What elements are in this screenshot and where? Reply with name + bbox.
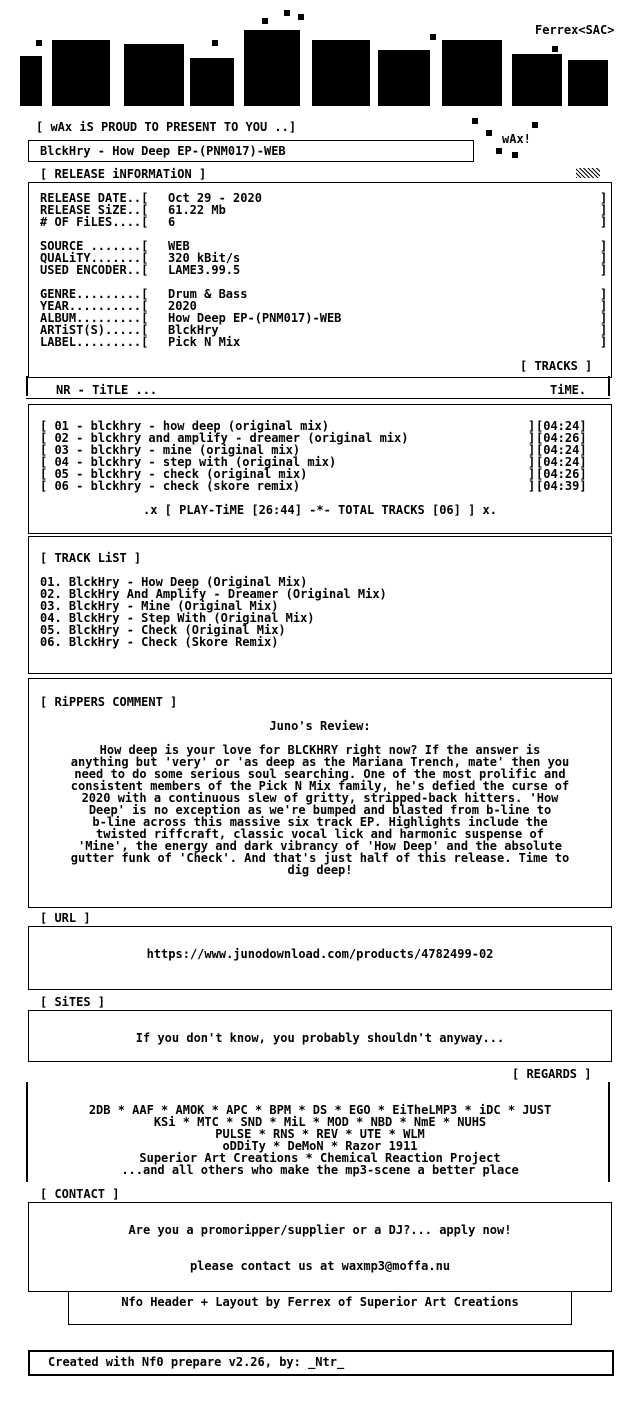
info-close: ] [600,239,608,253]
info-value: BlckHry [168,323,219,337]
review-line: dig deep! [287,863,353,877]
info-label: USED ENCODER..[ [40,263,149,277]
tracks-heading: [ TRACKS ] [520,359,593,373]
info-heading: [ RELEASE iNFORMATiON ] [40,167,207,181]
logo-art [12,10,622,115]
info-value: Oct 29 - 2020 [168,191,262,205]
created-by: Created with Nf0 prepare v2.26, by: _Ntr_ [48,1355,345,1369]
list-item: 03. BlckHry - Mine (Original Mix) [40,599,279,613]
contact-line-apply: Are you a promoripper/supplier or a DJ?... apply now! [128,1223,512,1237]
track-time: [04:26] [536,431,587,445]
track-close: ] [528,443,536,457]
url-link[interactable]: https://www.junodownload.com/products/4782499-02 [146,947,494,961]
contact-heading: [ CONTACT ] [40,1187,120,1201]
track-close: ] [528,467,536,481]
info-label: GENRE.........[ [40,287,149,301]
info-close: ] [600,323,608,337]
regards-line: PULSE * RNS * REV * UTE * WLM [215,1127,425,1141]
info-label: # OF FiLES....[ [40,215,149,229]
list-item: 04. BlckHry - Step With (Original Mix) [40,611,315,625]
info-close: ] [600,191,608,205]
header-credit: Ferrex<SAC> [535,23,615,37]
footer-credit: Nfo Header + Layout by Ferrex of Superior Art Creations [121,1295,519,1309]
info-value: 2020 [168,299,197,313]
info-close: ] [600,203,608,217]
tracks-col-time: TiME. [550,383,587,397]
review-line: 2020 with a continuous slew of gritty, stripped-back hitters. 'How [81,791,559,805]
frame-right [608,376,610,396]
sites-text: If you don't know, you probably shouldn't anyway... [135,1031,505,1045]
list-item: 05. BlckHry - Check (Original Mix) [40,623,286,637]
tracks-divider [26,398,610,399]
info-value: WEB [168,239,190,253]
info-close: ] [600,287,608,301]
track-close: ] [528,419,536,433]
contact-line-email[interactable]: please contact us at waxmp3@moffa.nu [189,1259,451,1273]
frame-left [26,376,28,396]
release-title: BlckHry - How Deep EP-(PNM017)-WEB [40,144,286,158]
info-value: Pick N Mix [168,335,241,349]
info-value: How Deep EP-(PNM017)-WEB [168,311,342,325]
track-time: [04:26] [536,467,587,481]
track-time: [04:39] [536,479,587,493]
info-value: LAME3.99.5 [168,263,241,277]
info-value: 6 [168,215,176,229]
info-label: RELEASE DATE..[ [40,191,149,205]
review-line: consistent members of the Pick N Mix family, he's defied the curse of [70,779,570,793]
info-value: Drum & Bass [168,287,248,301]
info-label: YEAR..........[ [40,299,149,313]
info-heading-shade [576,168,600,178]
track-list-heading: [ TRACK LiST ] [40,551,142,565]
track-row: [ 04 - blckhry - step with (original mix) [40,455,337,469]
regards-line: 2DB * AAF * AMOK * APC * BPM * DS * EGO * EiTheLMP3 * iDC * JUST [88,1103,552,1117]
list-item: 01. BlckHry - How Deep (Original Mix) [40,575,308,589]
review-line: 'Mine', the energy and dark vibrancy of 'How Deep' and the absolute [77,839,563,853]
review-line: anything but 'very' or 'as deep as the Mariana Trench, mate' then you [70,755,570,769]
info-value: 61.22 Mb [168,203,226,217]
regards-line: ...and all others who make the mp3-scene a better place [121,1163,519,1177]
review-line: Deep' is no exception as we're bumped and blasted from b-line to [88,803,552,817]
track-time: [04:24] [536,419,587,433]
tracks-total: .x [ PLAY-TiME [26:44] -*- TOTAL TRACKS [06] ] x. [142,503,497,517]
info-label: QUALiTY.......[ [40,251,149,265]
track-time: [04:24] [536,455,587,469]
info-close: ] [600,263,608,277]
track-row: [ 01 - blckhry - how deep (original mix) [40,419,330,433]
info-label: ALBUM.........[ [40,311,149,325]
regards-line: KSi * MTC * SND * MiL * MOD * NBD * NmE * NUHS [153,1115,487,1129]
review-line: How deep is your love for BLCKHRY right now? If the answer is [99,743,541,757]
regards-heading: [ REGARDS ] [512,1067,592,1081]
regards-line: Superior Art Creations * Chemical Reaction Project [139,1151,501,1165]
list-item: 06. BlckHry - Check (Skore Remix) [40,635,279,649]
info-close: ] [600,311,608,325]
url-heading: [ URL ] [40,911,91,925]
track-close: ] [528,455,536,469]
review-line: twisted riffcraft, classic vocal lick and harmonic suspense of [96,827,544,841]
present-line: [ wAx iS PROUD TO PRESENT TO YOU ..] [36,120,297,134]
info-value: 320 kBit/s [168,251,241,265]
regards-line: oDDiTy * DeMoN * Razor 1911 [222,1139,418,1153]
track-row: [ 06 - blckhry - check (skore remix) [40,479,301,493]
track-close: ] [528,479,536,493]
comment-heading: [ RiPPERS COMMENT ] [40,695,178,709]
info-close: ] [600,251,608,265]
info-close: ] [600,299,608,313]
review-line: b-line across this massive six track EP. Highlights include the [92,815,548,829]
review-line: need to do some serious soul searching. One of the most prolific and [74,767,566,781]
info-label: SOURCE .......[ [40,239,149,253]
logo-wax-text: wAx! [502,132,531,146]
tracks-col-title: NR - TiTLE ... [56,383,158,397]
track-row: [ 02 - blckhry and amplify - dreamer (original mix) [40,431,409,445]
info-label: LABEL.........[ [40,335,149,349]
info-close: ] [600,335,608,349]
info-label: ARTiST(S).....[ [40,323,149,337]
track-row: [ 03 - blckhry - mine (original mix) [40,443,301,457]
sites-heading: [ SiTES ] [40,995,106,1009]
track-time: [04:24] [536,443,587,457]
track-row: [ 05 - blckhry - check (original mix) [40,467,308,481]
info-close: ] [600,215,608,229]
review-line: gutter funk of 'Check'. And that's just half of this release. Time to [70,851,570,865]
info-label: RELEASE SiZE..[ [40,203,149,217]
contact-box [28,1202,612,1292]
review-title: Juno's Review: [269,719,371,733]
track-close: ] [528,431,536,445]
list-item: 02. BlckHry And Amplify - Dreamer (Original Mix) [40,587,387,601]
